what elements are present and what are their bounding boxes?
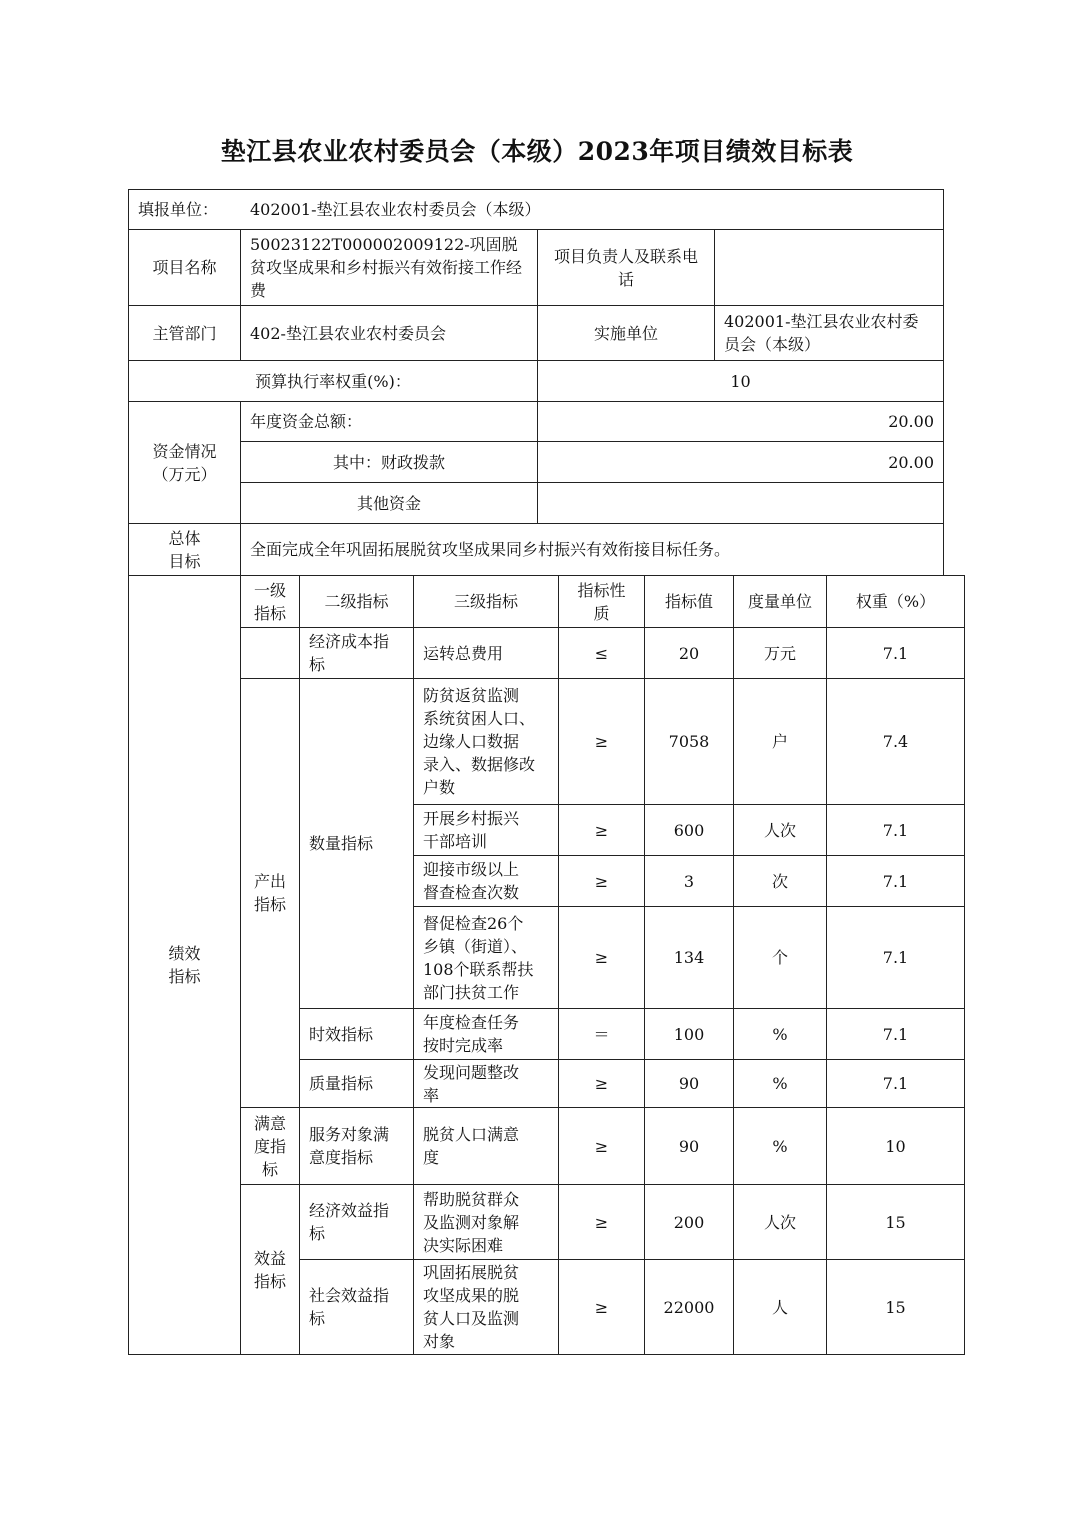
leader-label (537, 229, 715, 306)
nature-cell-text: ≥ (594, 1297, 609, 1317)
unit-cell-text: 个 (771, 948, 788, 967)
level3-cell-text: 巩固拓展脱贫 攻坚成果的脱 贫人口及监测 对象 (423, 1263, 520, 1351)
nature-cell-text: ≥ (594, 820, 609, 840)
weight-cell (826, 678, 965, 805)
weight-cell-text: 7.1 (882, 643, 909, 663)
level2-cell (299, 678, 414, 1009)
level3-header (413, 575, 559, 628)
weight-cell-text: 15 (885, 1297, 906, 1317)
weight-cell (826, 627, 965, 679)
level3-header-text: 三级指标 (453, 592, 518, 611)
level2-cell-text: 经济成本指 标 (309, 632, 390, 674)
nature-cell (558, 855, 645, 907)
level3-cell-text: 脱贫人口满意 度 (423, 1125, 520, 1167)
weight-cell-text: 7.1 (882, 948, 909, 967)
value-cell-text: 20 (678, 643, 700, 663)
nature-cell (558, 678, 645, 805)
funds-total-value-text: 20.00 (888, 412, 934, 431)
fill-unit-label: 填报单位： (138, 200, 219, 219)
level3-cell (413, 1259, 559, 1355)
funds-total-label-text: 年度资金总额： (250, 412, 363, 431)
nature-cell-text: ≥ (594, 948, 609, 967)
level3-cell-text: 年度检查任务 按时完成率 (423, 1013, 520, 1055)
weight-header-text: 权重（%） (855, 592, 936, 611)
weight-cell-text: 7.1 (882, 1024, 909, 1044)
weight-cell (826, 1184, 965, 1260)
nature-cell-text: ＝ (593, 1024, 610, 1044)
level3-cell-text: 运转总费用 (423, 643, 504, 663)
value-cell (644, 906, 734, 1009)
weight-cell (826, 1107, 965, 1185)
weight-cell-text: 7.4 (882, 732, 909, 751)
level3-cell-text: 发现问题整改 率 (423, 1062, 520, 1105)
value-cell-text: 600 (673, 820, 705, 840)
value-cell (644, 1184, 734, 1260)
unit-cell (733, 1059, 827, 1108)
level3-cell-text: 防贫返贫监测 系统贫困人口、 边缘人口数据 录入、数据修改 户数 (423, 686, 536, 797)
performance-label-text: 绩效 指标 (168, 944, 201, 986)
level2-cell (299, 627, 414, 679)
weight-cell-text: 7.1 (882, 820, 909, 840)
unit-cell (733, 1259, 827, 1355)
weight-cell (826, 1259, 965, 1355)
level3-cell-text: 开展乡村振兴 干部培训 (423, 809, 520, 851)
nature-cell (558, 1107, 645, 1185)
weight-cell-text: 10 (885, 1136, 906, 1156)
level2-cell-text: 经济效益指 标 (309, 1201, 390, 1243)
level1-cell-text: 产出 指标 (253, 872, 286, 914)
page-title: 垫江县农业农村委员会（本级）2023年项目绩效目标表 (220, 137, 854, 166)
unit-cell (733, 678, 827, 805)
level3-cell-text: 迎接市级以上 督查检查次数 (423, 860, 520, 902)
unit-cell (733, 1107, 827, 1185)
value-header-text: 指标值 (664, 592, 713, 611)
unit-cell-text: % (772, 1024, 788, 1044)
value-cell (644, 1008, 734, 1060)
dept-value (240, 305, 538, 361)
value-cell-text: 90 (678, 1074, 700, 1093)
funds-total-label (240, 401, 538, 442)
value-cell-text: 22000 (663, 1297, 715, 1317)
value-cell (644, 678, 734, 805)
unit-cell (733, 804, 827, 856)
performance-label (128, 575, 241, 1355)
goal-value-text: 全面完成全年巩固拓展脱贫攻坚成果同乡村振兴有效衔接目标任务。 (250, 540, 731, 559)
nature-cell-text: ≥ (594, 732, 609, 751)
value-cell-text: 134 (673, 948, 705, 967)
value-cell-text: 100 (673, 1024, 705, 1044)
nature-cell (558, 1008, 645, 1060)
level2-cell-text: 时效指标 (309, 1024, 374, 1044)
budget-weight-label (128, 360, 538, 402)
unit-header-text: 度量单位 (747, 592, 812, 611)
level3-cell (413, 678, 559, 805)
fill-unit-value: 402001-垫江县农业农村委员会（本级） (250, 200, 541, 219)
level2-header-text: 二级指标 (324, 592, 389, 611)
level3-cell (413, 1107, 559, 1185)
funds-fiscal-label-text: 其中：财政拨款 (332, 452, 445, 472)
nature-cell-text: ≥ (594, 871, 609, 891)
project-name-value-text: 50023122T000002009122-巩固脱贫攻坚成果和乡村振兴有效衔接工作经费 (250, 235, 523, 300)
nature-cell (558, 906, 645, 1009)
goal-label-text: 总体 目标 (168, 528, 201, 571)
level3-cell (413, 804, 559, 856)
nature-cell-text: ≥ (594, 1136, 609, 1156)
level2-cell (299, 1059, 414, 1108)
value-cell (644, 1059, 734, 1108)
weight-cell-text: 7.1 (882, 1074, 909, 1093)
funds-other-value (537, 482, 944, 524)
level1-header-text: 一级 指标 (253, 580, 286, 623)
budget-weight-value-text: 10 (730, 371, 751, 391)
level3-cell (413, 1184, 559, 1260)
weight-cell (826, 855, 965, 907)
funds-total-value (537, 401, 944, 442)
unit-cell-text: 人 (771, 1297, 788, 1317)
level2-cell (299, 1259, 414, 1355)
funds-fiscal-value-text: 20.00 (888, 452, 934, 472)
unit-cell (733, 1008, 827, 1060)
weight-header (826, 575, 965, 628)
funds-other-label-text: 其他资金 (356, 493, 421, 513)
level2-cell (299, 1107, 414, 1185)
goal-value (240, 523, 944, 576)
nature-cell-text: ≤ (594, 643, 609, 663)
value-cell (644, 1107, 734, 1185)
unit-header (733, 575, 827, 628)
level3-cell (413, 1059, 559, 1108)
unit-cell-text: % (772, 1074, 788, 1093)
level1-cell (240, 678, 300, 1108)
unit-cell-text: % (772, 1136, 788, 1156)
impl-value (714, 305, 944, 361)
weight-cell-text: 15 (885, 1212, 906, 1232)
level2-cell-text: 数量指标 (309, 834, 374, 853)
funds-other-label (240, 482, 538, 524)
nature-cell (558, 1184, 645, 1260)
weight-cell (826, 1008, 965, 1060)
impl-label (537, 305, 715, 361)
level3-cell (413, 855, 559, 907)
unit-cell (733, 855, 827, 907)
impl-value-text: 402001-垫江县农业农村委员会（本级） (724, 312, 919, 354)
nature-cell-text: ≥ (594, 1212, 609, 1232)
weight-cell (826, 1059, 965, 1108)
level3-cell-text: 督促检查26个 乡镇（街道）、 108个联系帮扶 部门扶贫工作 (423, 913, 534, 1002)
unit-cell-text: 万元 (763, 643, 796, 663)
funds-label-text: 资金情况 （万元） (152, 441, 217, 484)
funds-label (128, 401, 241, 524)
value-cell-text: 7058 (668, 732, 710, 751)
nature-cell (558, 627, 645, 679)
level3-cell (413, 627, 559, 679)
nature-cell-text: ≥ (594, 1074, 609, 1093)
dept-value-text: 402-垫江县农业农村委员会 (250, 323, 446, 343)
weight-cell (826, 804, 965, 856)
level1-cell (240, 1107, 300, 1185)
value-header (644, 575, 734, 628)
funds-fiscal-label (240, 441, 538, 483)
level3-cell (413, 906, 559, 1009)
level1-cell (240, 627, 300, 679)
level2-cell-text: 质量指标 (309, 1074, 374, 1093)
unit-cell-text: 次 (771, 871, 788, 891)
value-cell (644, 804, 734, 856)
nature-cell (558, 804, 645, 856)
nature-header (558, 575, 645, 628)
unit-cell (733, 1184, 827, 1260)
project-name-label (128, 229, 241, 306)
weight-cell-text: 7.1 (882, 871, 909, 891)
budget-weight-value (537, 360, 944, 402)
unit-cell-text: 人次 (763, 1212, 796, 1232)
dept-label-text: 主管部门 (152, 323, 217, 343)
nature-cell (558, 1059, 645, 1108)
level2-header (299, 575, 414, 628)
nature-cell (558, 1259, 645, 1355)
unit-cell (733, 627, 827, 679)
goal-label (128, 523, 241, 576)
level1-cell-text: 满意 度指 标 (253, 1113, 286, 1179)
level2-cell-text: 社会效益指 标 (309, 1286, 390, 1328)
impl-label-text: 实施单位 (593, 323, 658, 343)
dept-label (128, 305, 241, 361)
level2-cell (299, 1184, 414, 1260)
unit-cell-text: 户 (771, 732, 788, 751)
unit-cell-text: 人次 (763, 820, 796, 840)
value-cell (644, 1259, 734, 1355)
value-cell (644, 627, 734, 679)
fill-unit-row (128, 189, 944, 230)
leader-label-text: 项目负责人及联系电话 (553, 246, 698, 289)
project-name-label-text: 项目名称 (152, 258, 217, 277)
value-cell (644, 855, 734, 907)
level1-header (240, 575, 300, 628)
funds-fiscal-value (537, 441, 944, 483)
level1-cell (240, 1184, 300, 1355)
unit-cell (733, 906, 827, 1009)
project-name-value (240, 229, 538, 306)
leader-value (714, 229, 944, 306)
value-cell-text: 3 (683, 871, 695, 891)
value-cell-text: 200 (673, 1212, 705, 1232)
budget-weight-label-text: 预算执行率权重(%)： (255, 371, 411, 391)
level1-cell-text: 效益 指标 (253, 1248, 286, 1291)
level3-cell (413, 1008, 559, 1060)
level2-cell (299, 1008, 414, 1060)
nature-header-text: 指标性 质 (577, 580, 626, 623)
value-cell-text: 90 (678, 1136, 700, 1156)
weight-cell (826, 906, 965, 1009)
level3-cell-text: 帮助脱贫群众 及监测对象解 决实际困难 (423, 1189, 520, 1255)
level2-cell-text: 服务对象满 意度指标 (309, 1125, 390, 1167)
